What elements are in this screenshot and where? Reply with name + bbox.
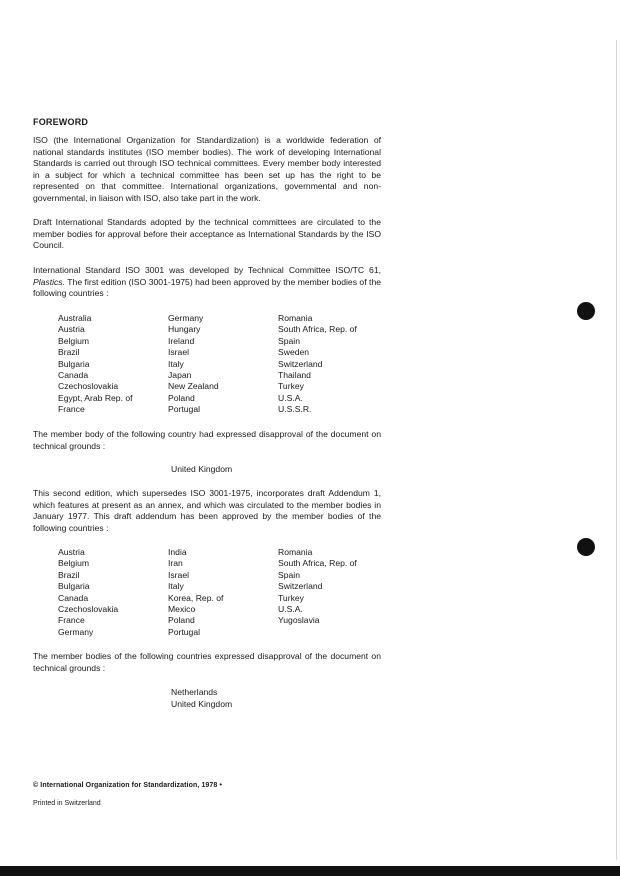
country-name: Mexico [168, 604, 196, 615]
country-name: Portugal [168, 626, 201, 637]
country-name: Belgium [58, 558, 90, 569]
country-name: Switzerland [278, 581, 323, 592]
country-name: Netherlands [171, 687, 218, 697]
binding-hole-icon [577, 302, 595, 320]
country-column [168, 547, 278, 638]
paragraph-second-edition: This second edition, which supersedes ISO 3001-1975, incorporates draft Addendum 1, which features at present as an annex, and which was circulated to the member bodies in January 1977. This draft addendum has been approved by the member bodies of the following countries : [33, 488, 381, 533]
paragraph-disapproval-first: The member body of the following country had expressed disapproval of the document on technical grounds : [33, 429, 381, 451]
country-name: Belgium [58, 335, 90, 346]
country-column [58, 547, 168, 638]
disapproving-countries-addendum [171, 687, 232, 710]
country-name: Austria [58, 547, 85, 557]
disapproving-countries-first-edition [171, 464, 232, 476]
country-name: Poland [168, 392, 195, 403]
country-name: Bulgaria [58, 358, 90, 369]
country-name: Austria [58, 324, 85, 335]
country-name: South Africa, Rep. of [278, 324, 357, 335]
p3-text-after: The first edition (ISO 3001-1975) had been approved by the member bodies of the following countries : [33, 276, 381, 299]
country-name: New Zealand [168, 381, 219, 392]
country-name: Israel [168, 569, 190, 580]
scan-border-bar [0, 866, 620, 876]
p3-text-before: International Standard ISO 3001 was developed by Technical Committee ISO/TC 61, [33, 265, 381, 275]
paragraph-iso-intro: ISO (the International Organization for Standardization) is a worldwide federation of national standards institutes (ISO member bodies). The work of developing International Standards is carried out through ISO technical committees. Every member body interested in a subject for which a technical committee has been set up has the right to be represented on that committee. International organizations, governmental and non-governmental, in liaison with ISO, also take part in the work. [33, 135, 381, 203]
country-column [278, 313, 388, 416]
country-column [278, 547, 388, 638]
country-name: Yugoslavia [278, 615, 320, 626]
country-name: U.S.A. [278, 604, 303, 615]
country-name: Sweden [278, 347, 310, 358]
country-name: Turkey [278, 381, 304, 392]
country-name: Poland [168, 615, 195, 626]
country-name: France [58, 404, 85, 415]
country-name: Brazil [58, 569, 80, 580]
paragraph-iso-3001 [33, 265, 381, 300]
country-name: Spain [278, 569, 300, 580]
country-name: Portugal [168, 404, 201, 415]
country-name: Canada [58, 592, 89, 603]
country-name: Hungary [168, 324, 201, 335]
country-name: U.S.S.R. [278, 404, 312, 415]
page-edge-line [616, 40, 617, 860]
country-name: Romania [278, 313, 313, 323]
paragraph-disapproval-second: The member bodies of the following countries expressed disapproval of the document on technical grounds : [33, 651, 381, 673]
country-name: Spain [278, 335, 300, 346]
country-column [168, 313, 278, 416]
country-name: Israel [168, 347, 190, 358]
country-name: France [58, 615, 85, 626]
paragraph-draft-standards: Draft International Standards adopted by the technical committees are circulated to the member bodies for approval before their acceptance as International Standards by the ISO Council. [33, 217, 381, 251]
country-name: Turkey [278, 592, 304, 603]
country-name: United Kingdom [171, 464, 233, 474]
copyright-notice: © International Organization for Standardization, 1978 • [33, 782, 223, 789]
binding-hole-icon [577, 538, 595, 556]
foreword-heading: FOREWORD [33, 117, 89, 127]
country-name: Bulgaria [58, 581, 90, 592]
country-name: South Africa, Rep. of [278, 558, 357, 569]
approving-countries-addendum [58, 547, 388, 638]
country-name: Czechoslovakia [58, 604, 119, 615]
country-name: Switzerland [278, 358, 323, 369]
country-name: Germany [58, 626, 94, 637]
country-name: Czechoslovakia [58, 381, 119, 392]
country-name: India [168, 547, 187, 557]
country-name: United Kingdom [171, 698, 233, 709]
country-name: Romania [278, 547, 313, 557]
country-name: Iran [168, 558, 183, 569]
country-name: Ireland [168, 335, 195, 346]
country-name: U.S.A. [278, 392, 303, 403]
country-name: Italy [168, 581, 184, 592]
approving-countries-first-edition [58, 313, 388, 416]
p3-italic-plastics: Plastics. [33, 276, 65, 287]
country-name: Italy [168, 358, 184, 369]
country-name: Thailand [278, 370, 311, 381]
country-name: Canada [58, 370, 89, 381]
country-name: Korea, Rep. of [168, 592, 224, 603]
country-name: Australia [58, 313, 92, 323]
country-name: Germany [168, 313, 204, 323]
country-name: Japan [168, 370, 192, 381]
printed-in: Printed in Switzerland [33, 800, 101, 807]
country-name: Brazil [58, 347, 80, 358]
country-name: Egypt, Arab Rep. of [58, 392, 133, 403]
country-column [58, 313, 168, 416]
